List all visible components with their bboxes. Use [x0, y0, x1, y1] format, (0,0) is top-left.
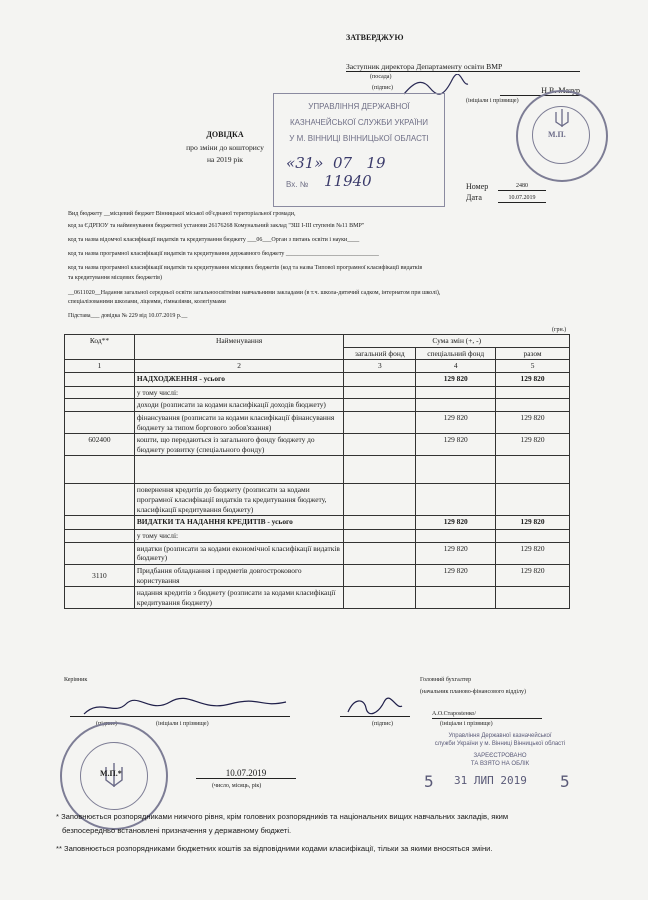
reg-line4: ТА ВЗЯТО НА ОБЛІК [470, 761, 530, 767]
seal-top-mp: М.П. [548, 130, 566, 139]
head-initials-caption: (ініціали і прізвище) [156, 721, 209, 727]
table-row: надання кредитів з бюджету (розписати за кодами класифікації кредитування бюджету) [65, 587, 570, 609]
program-code-line2: спеціалізованими школами, ліцеями, гімназіями, колегіумами [68, 299, 226, 305]
reg-line1: Управління Державної казначейської [448, 733, 552, 739]
table-row: фінансування (розписати за кодами класифікації фінансування бюджету за типом боргового зобов'язання) 129 820 129 820 [65, 411, 570, 433]
doc-title: ДОВІДКА [206, 130, 244, 139]
sign-date: 10.07.2019 [196, 768, 296, 779]
accountant-label: Головний бухгалтер [420, 677, 472, 683]
mp-label: М.П.* [100, 769, 122, 778]
header-special-fund: спеціальний фонд [416, 347, 496, 360]
table-row: НАДХОДЖЕННЯ - усього 129 820 129 820 [65, 372, 570, 386]
approval-name: Н.В. Мазур [500, 86, 580, 96]
top-round-seal [516, 90, 608, 182]
header-code: Код** [65, 335, 135, 360]
accountant-sub: (начальник планово-фінансового відділу) [420, 689, 526, 695]
approval-title: ЗАТВЕРДЖУЮ [346, 33, 404, 42]
treasury-year: 19 [366, 154, 386, 172]
number-value: 2480 [498, 182, 546, 191]
dept-code-line: код та назва відомчої класифікації видатків та кредитування бюджету ___06___Орган з питань освіти і науки____ [68, 237, 360, 243]
head-sig-caption: (підпис) [96, 721, 118, 727]
treasury-date: «31» 07 19 [286, 154, 386, 172]
doc-year: на 2019 рік [206, 155, 243, 164]
index-row: 1 2 3 4 5 [65, 360, 570, 373]
position-caption: (посада) [370, 74, 392, 80]
head-signature [80, 694, 290, 720]
treasury-day: 31 [295, 154, 315, 172]
treasury-line2: КАЗНАЧЕЙСЬКОЇ СЛУЖБИ УКРАЇНИ [290, 118, 428, 127]
reg-line3: ЗАРЕЄСТРОВАНО [473, 753, 527, 759]
reg-date: 31 ЛИП 2019 [454, 774, 527, 787]
table-row [65, 456, 570, 484]
approval-position: Заступник директора Департаменту освіти ВМР [346, 62, 580, 72]
program-code-line: __0611020__Надання загальної середньої освіти загальноосвітніми навчальними закладами (в т.ч. школа-дитячий садком, інтернатом при школі), [68, 290, 441, 296]
table-row: повернення кредитів до бюджету (розписати за кодами програмної класифікації видатків та кредитування бюджету, класифікації кредитування бюджету) [65, 484, 570, 516]
approval-signature-caption: (підпис) [372, 85, 394, 91]
sign-date-caption: (число, місяць, рік) [212, 783, 262, 789]
approval-name-caption: (ініціали і прізвище) [466, 98, 519, 104]
treasury-line3: У М. ВІННИЦІ ВІННИЦЬКОЇ ОБЛАСТІ [289, 134, 429, 143]
budget-type: Вид бюджету __місцевий бюджет Вінницької міської об'єднаної територіальної громади, [68, 211, 296, 217]
accountant-signature [344, 694, 404, 718]
accountant-initials-caption: (ініціали і прізвище) [440, 721, 493, 727]
accountant-name: А.О.Староstенко/ [432, 710, 542, 719]
treasury-inno-label: Вх. № [286, 180, 309, 189]
treasury-inno-value: 11940 [324, 172, 372, 190]
reg-line2: служби України у м. Вінниці Вінницької області [434, 741, 566, 747]
reg-right-num: 5 [560, 772, 570, 791]
treasury-month: 07 [333, 154, 353, 172]
local-program-line2: та кредитування місцевих бюджетів) [68, 275, 162, 281]
date-label: Дата [466, 193, 482, 202]
header-total: разом [496, 347, 570, 360]
table-row: видатки (розписати за кодами економічної класифікації видатків бюджету) 129 820 129 820 [65, 542, 570, 564]
date-value: 10.07.2019 [498, 194, 546, 203]
accountant-sig-caption: (підпис) [372, 721, 394, 727]
footnote-2: ** Заповнюється розпорядниками бюджетних коштів за відповідними кодами класифікації, тільки за якими вносяться зміни. [56, 844, 493, 853]
table-row: у тому числі: [65, 386, 570, 399]
changes-table [64, 334, 570, 609]
treasury-stamp [273, 93, 445, 207]
trident-icon [554, 108, 570, 128]
basis-line: Підстава___ довідка № 229 від 10.07.2019 р.__ [68, 313, 188, 319]
unit-label: (грн.) [552, 327, 567, 333]
number-label: Номер [466, 182, 489, 191]
local-program-line: код та назва програмної класифікації видатків та кредитування місцевих бюджетів (код та назва Типової програмної класифікації видатків [68, 265, 423, 271]
footnote-1: * Заповнюється розпорядниками нижчого рівня, крім головних розпорядників та національних вищих навчальних закладів, яким [56, 812, 509, 821]
table-row: ВИДАТКИ ТА НАДАННЯ КРЕДИТІВ - усього 129 820 129 820 [65, 516, 570, 530]
treasury-line1: УПРАВЛІННЯ ДЕРЖАВНОЇ [308, 102, 410, 111]
reg-left-num: 5 [424, 772, 434, 791]
doc-subtitle: про зміни до кошторису [186, 143, 264, 152]
table-header-row [65, 335, 570, 348]
state-program-line: код та назва програмної класифікації видатків та кредитування державного бюджету _______________________________ [68, 251, 379, 257]
table-row: 602400 кошти, що передаються із загального фонду бюджету до бюджету розвитку (спеціального фонду) 129 820 129 820 [65, 434, 570, 456]
table-row: доходи (розписати за кодами класифікації доходів бюджету) [65, 399, 570, 412]
table-row: 3110 Придбання обладнання і предметів довгострокового користування 129 820 129 820 [65, 564, 570, 586]
registration-stamp [414, 730, 586, 822]
header-general-fund: загальний фонд [344, 347, 416, 360]
footnote-1b: безпосередньо встановлені призначення у державному бюджеті. [62, 826, 292, 835]
header-sum: Сума змін (+, -) [344, 335, 570, 348]
edrpou-line: код за ЄДРПОУ та найменування бюджетної установи 26176268 Комунальний заклад "ЗШ І-ІІІ ступенів №11 ВМР" [68, 223, 365, 229]
header-name: Найменування [134, 335, 344, 360]
table-row: у тому числі: [65, 530, 570, 543]
head-label: Керівник [64, 677, 88, 683]
